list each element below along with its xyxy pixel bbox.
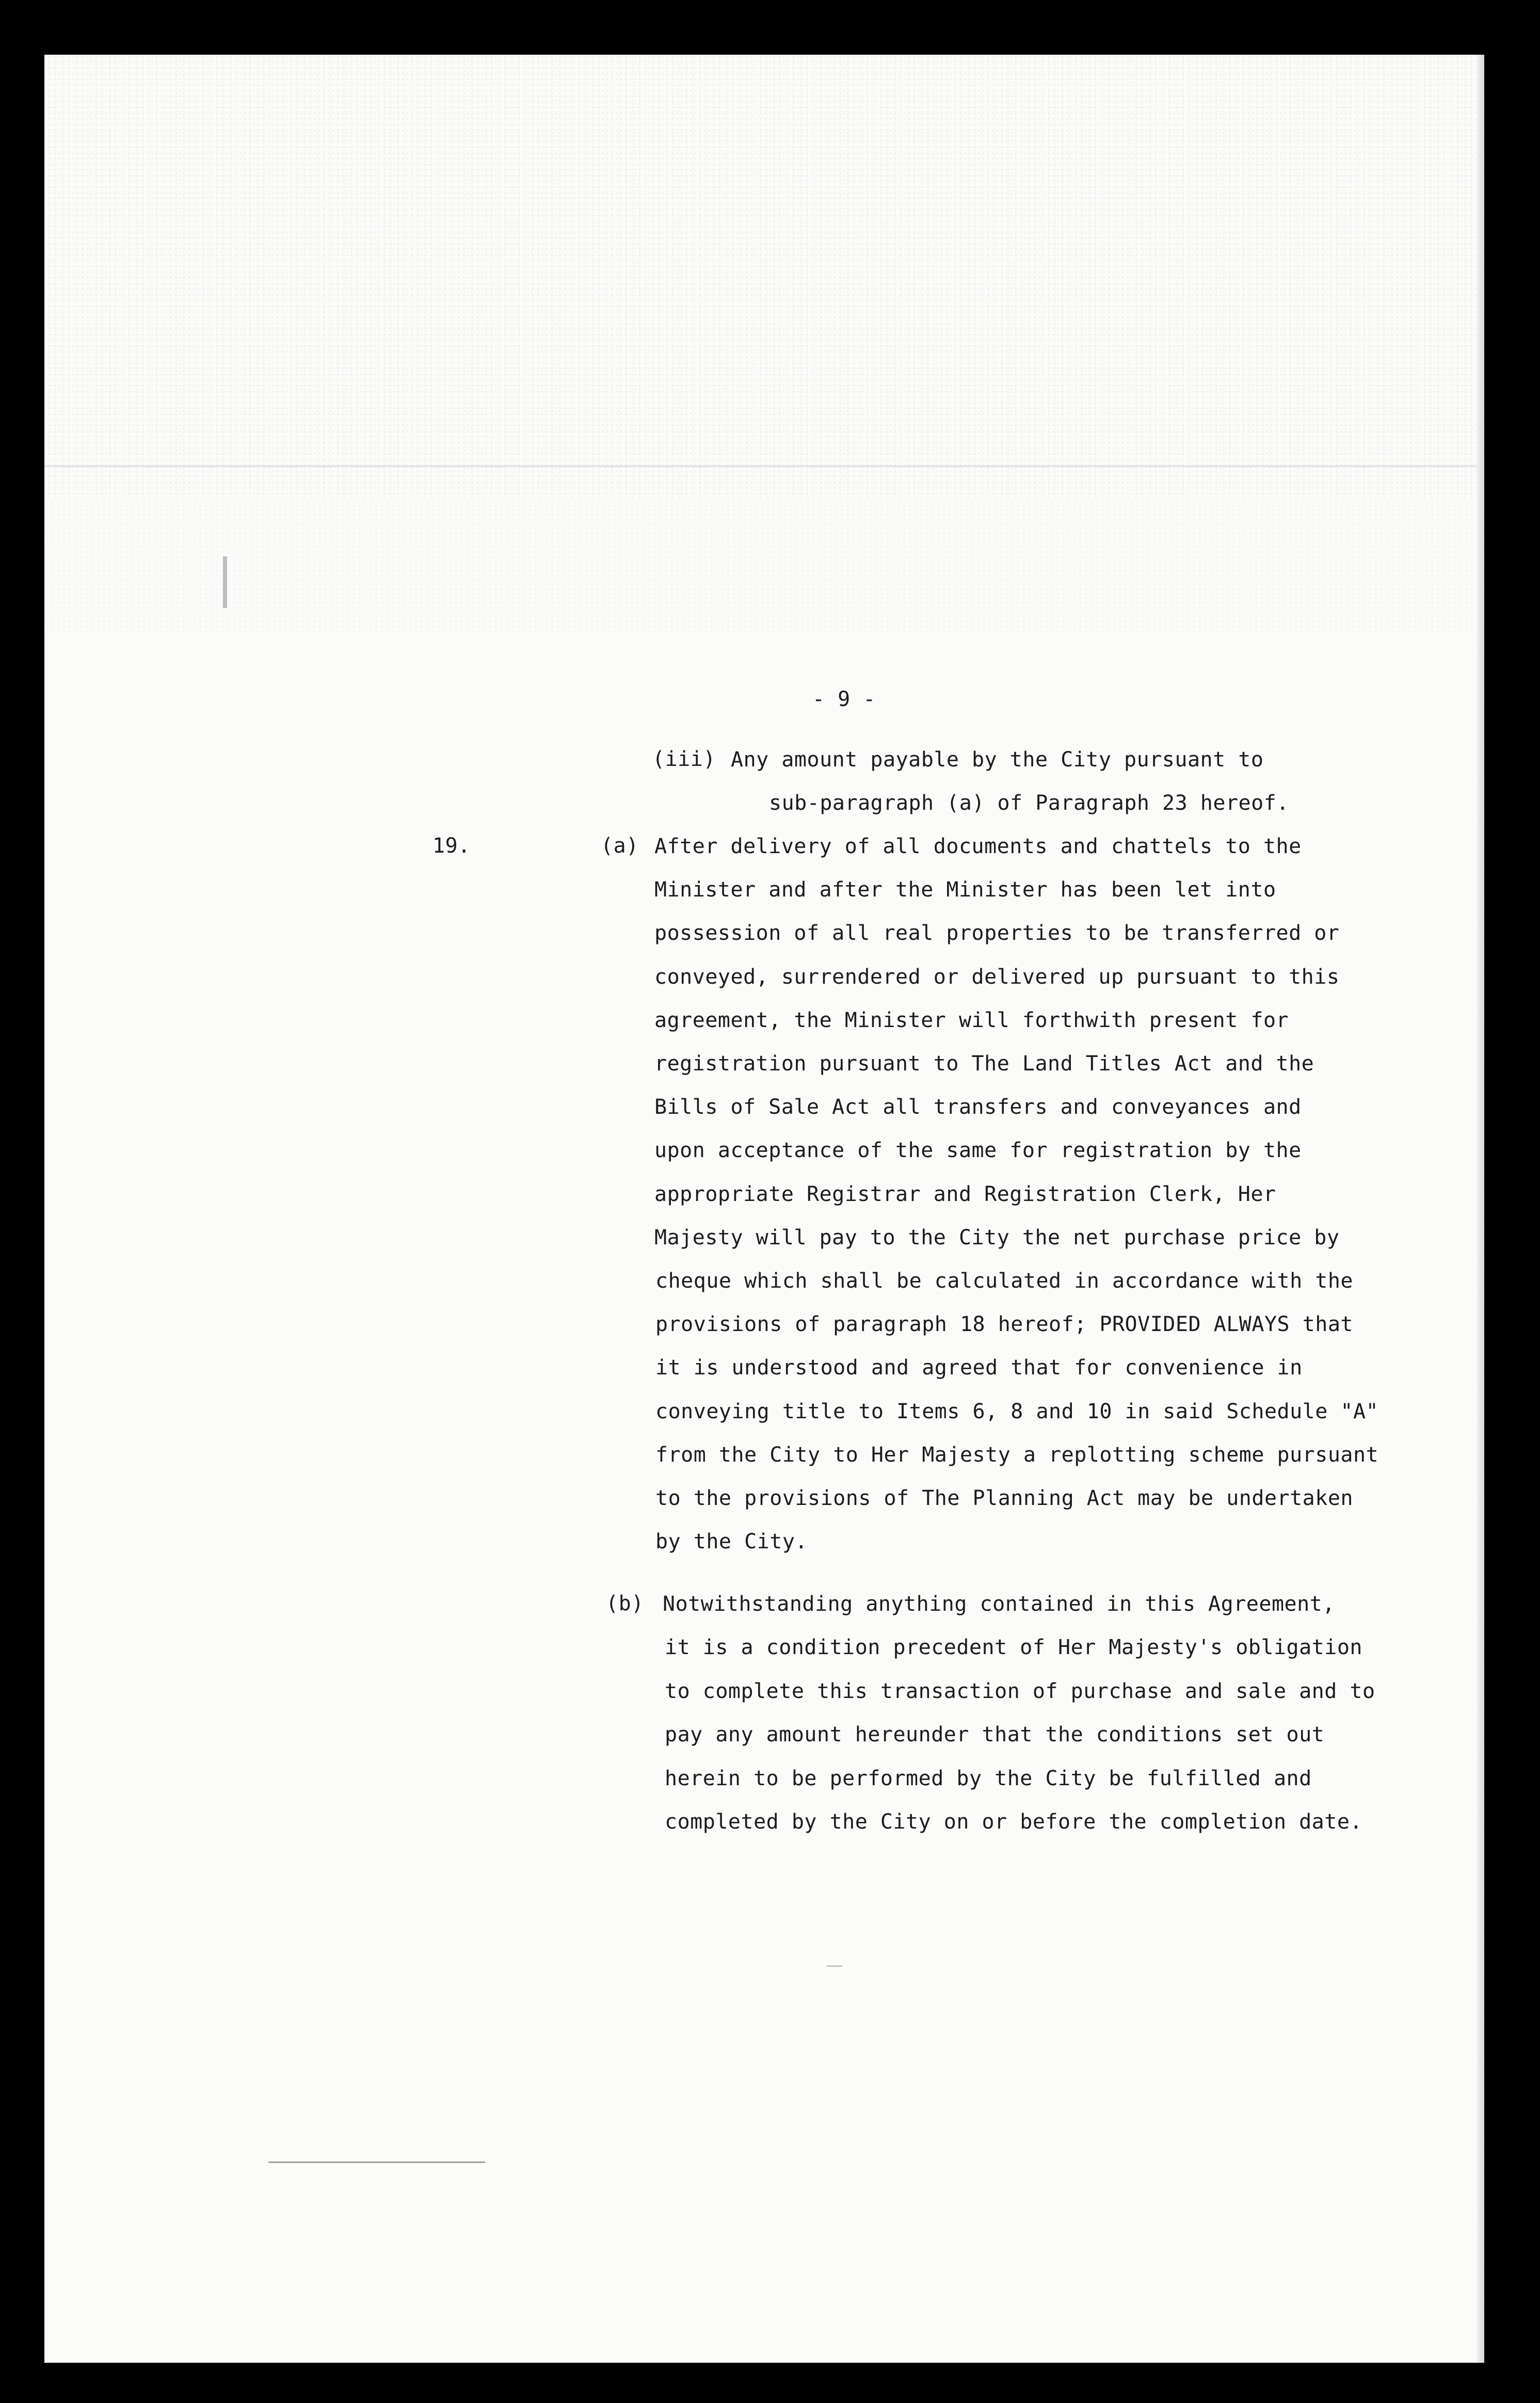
subparagraph-a-line: After delivery of all documents and chattels to the xyxy=(654,835,1302,858)
subparagraph-a-line: Majesty will pay to the City the net purchase price by xyxy=(654,1226,1340,1249)
subparagraph-a-line: possession of all real properties to be transferred or xyxy=(654,921,1340,945)
document-page xyxy=(44,55,1484,2363)
subparagraph-a-line: by the City. xyxy=(655,1530,808,1553)
subparagraph-b-line: pay any amount hereunder that the conditions set out xyxy=(665,1723,1325,1747)
subparagraph-b-line: it is a condition precedent of Her Majesty's obligation xyxy=(665,1636,1363,1659)
subparagraph-a-line: conveying title to Items 6, 8 and 10 in said Schedule "A" xyxy=(655,1400,1379,1423)
subparagraph-a-line: Minister and after the Minister has been let into xyxy=(654,878,1276,902)
paragraph-number: 19. xyxy=(432,834,471,858)
document-text xyxy=(44,55,1484,2363)
subparagraph-b-line: Notwithstanding anything contained in this Agreement, xyxy=(663,1592,1335,1616)
subparagraph-a-line: provisions of paragraph 18 hereof; PROVIDED ALWAYS that xyxy=(655,1312,1354,1336)
subparagraph-a-line: upon acceptance of the same for registration by the xyxy=(654,1139,1302,1162)
clause-iii-line-1: Any amount payable by the City pursuant to xyxy=(731,748,1264,772)
subparagraph-a-line: registration pursuant to The Land Titles Act and the xyxy=(654,1052,1314,1076)
clause-iii-line-2: sub-paragraph (a) of Paragraph 23 hereof. xyxy=(769,791,1289,815)
subparagraph-b-line: herein to be performed by the City be fulfilled and xyxy=(665,1767,1312,1790)
subparagraph-a-line: Bills of Sale Act all transfers and conveyances and xyxy=(654,1095,1302,1119)
subparagraph-a-line: conveyed, surrendered or delivered up pursuant to this xyxy=(654,965,1340,989)
subparagraph-a-line: it is understood and agreed that for convenience in xyxy=(655,1356,1303,1380)
subparagraph-a-line: cheque which shall be calculated in accordance with the xyxy=(655,1269,1354,1293)
page-number: - 9 - xyxy=(812,687,876,711)
subparagraph-a-line: from the City to Her Majesty a replotting scheme pursuant xyxy=(655,1443,1379,1467)
subparagraph-a-line: appropriate Registrar and Registration Clerk, Her xyxy=(654,1182,1276,1206)
clause-iii-label: (iii) xyxy=(652,747,716,771)
subparagraph-a-line: to the provisions of The Planning Act may be undertaken xyxy=(655,1486,1354,1510)
subparagraph-b-line: completed by the City on or before the completion date. xyxy=(665,1810,1363,1834)
subparagraph-b-label: (b) xyxy=(606,1592,644,1615)
subparagraph-a-line: agreement, the Minister will forthwith present for xyxy=(654,1008,1289,1032)
subparagraph-b-line: to complete this transaction of purchase and sale and to xyxy=(665,1679,1375,1703)
subparagraph-a-label: (a) xyxy=(601,834,639,858)
